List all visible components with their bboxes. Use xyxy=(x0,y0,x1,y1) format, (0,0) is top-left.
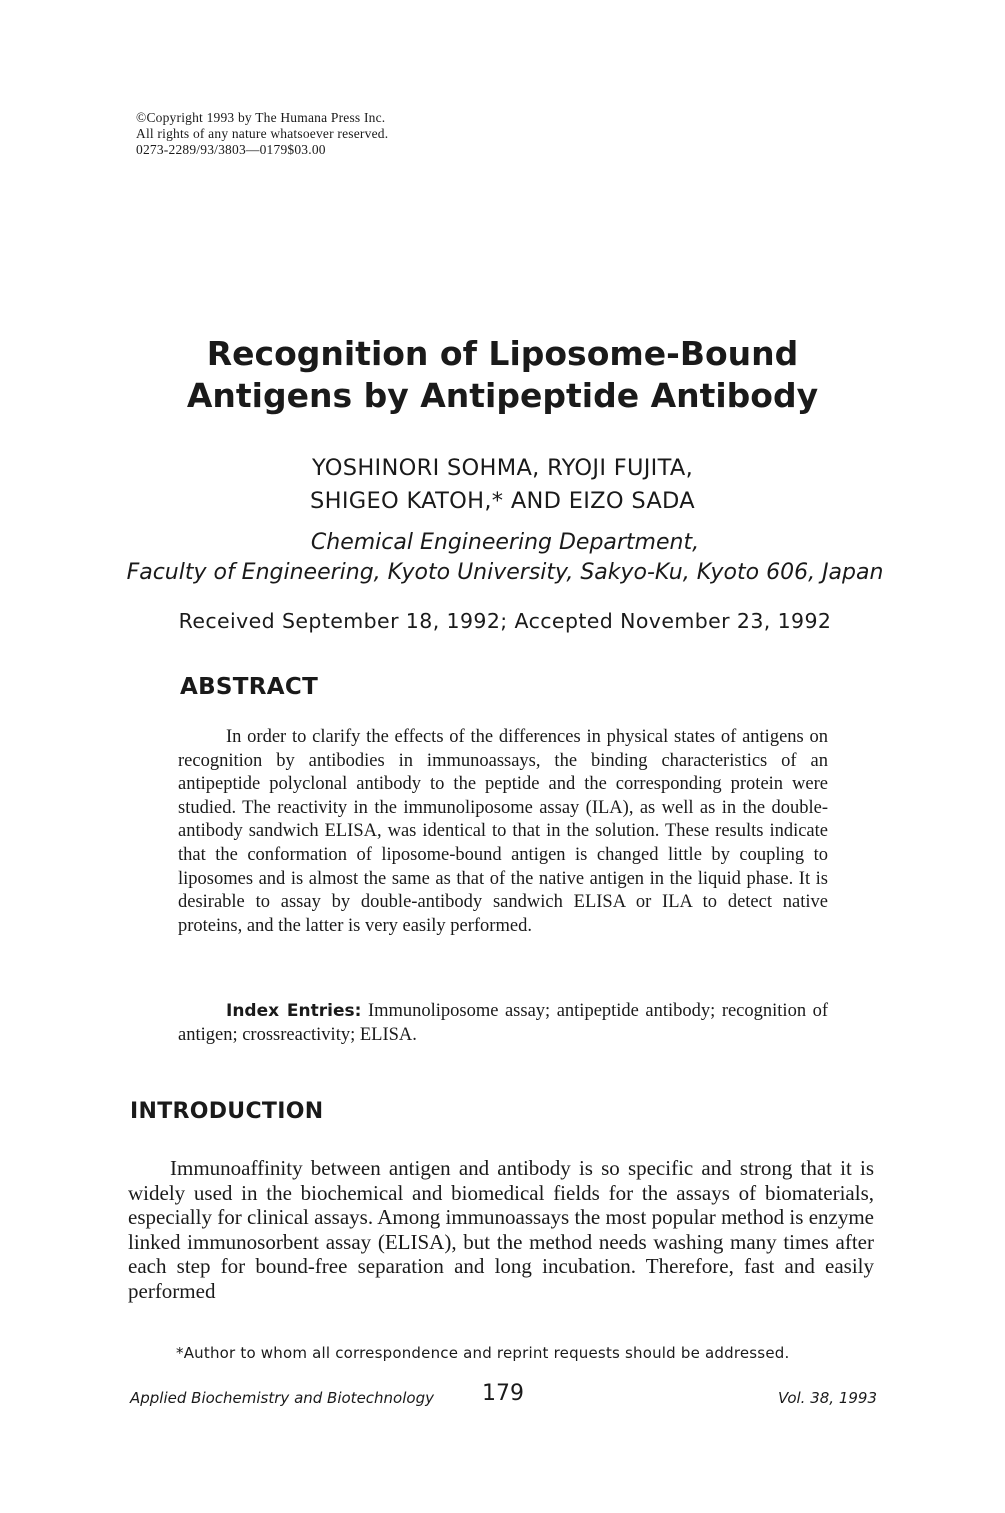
rights-line: All rights of any nature whatsoever reserved. xyxy=(136,126,389,141)
author-list xyxy=(0,452,1005,518)
abstract-text: In order to clarify the effects of the differences in physical states of antigens on recognition by antibodies in immunoassays, the binding characteristics of an antipeptide polyclonal antibody to the peptide and the corresponding protein were studied. The reactivity in the immunoliposome assay (ILA), as well as in the double-antibody sandwich ELISA, was identical to that in the solution. These results indicate that the conformation of liposome-bound antigen is changed little by coupling to liposomes and is almost the same as that of the native antigen in the liquid phase. It is desirable to assay by double-antibody sandwich ELISA or ILA to detect native proteins, and the latter is very easily performed. xyxy=(178,727,828,936)
journal-name: Applied Biochemistry and Biotechnology xyxy=(130,1389,434,1407)
affiliation-line-1: Chemical Engineering Department, xyxy=(310,530,700,555)
authors-line-1: YOSHINORI SOHMA, RYOJI FUJITA, xyxy=(311,455,694,481)
introduction-text: Immunoaffinity between antigen and antibody is so specific and strong that it is widely used in the biochemical and biomedical fields for the assays of biomaterials, especially for clinical assays. Among immunoassays the most popular method is enzyme linked immunosorbent assay (ELISA), but the method needs washing many times after each step for bound-free separation and long incubation. Therefore, fast and easily performed xyxy=(128,1156,874,1303)
index-entries-label: Index Entries: xyxy=(226,1001,362,1021)
issn-line: 0273-2289/93/3803—0179$03.00 xyxy=(136,142,326,157)
title-line-1: Recognition of Liposome-Bound xyxy=(206,334,799,373)
authors-line-2: SHIGEO KATOH,* AND EIZO SADA xyxy=(310,488,695,514)
title-line-2: Antigens by Antipeptide Antibody xyxy=(186,376,819,415)
article-title xyxy=(0,333,1005,417)
introduction-heading: INTRODUCTION xyxy=(130,1099,324,1124)
abstract-body xyxy=(178,726,828,938)
introduction-body xyxy=(128,1156,874,1304)
index-entries-text: Immunoliposome assay; antipeptide antibody; recognition of antigen; crossreactivity; ELISA. xyxy=(178,1001,828,1045)
author-footnote: *Author to whom all correspondence and reprint requests should be addressed. xyxy=(176,1344,790,1362)
copyright-line: ©Copyright 1993 by The Humana Press Inc. xyxy=(136,110,386,125)
copyright-notice xyxy=(136,110,388,158)
index-entries xyxy=(178,1000,828,1047)
affiliation xyxy=(0,528,1005,588)
volume-year: Vol. 38, 1993 xyxy=(777,1389,877,1407)
abstract-heading: ABSTRACT xyxy=(180,674,319,700)
affiliation-line-2: Faculty of Engineering, Kyoto University, Sakyo-Ku, Kyoto 606, Japan xyxy=(126,560,884,585)
received-dates: Received September 18, 1992; Accepted November 23, 1992 xyxy=(178,609,832,633)
page-number: 179 xyxy=(482,1381,524,1406)
